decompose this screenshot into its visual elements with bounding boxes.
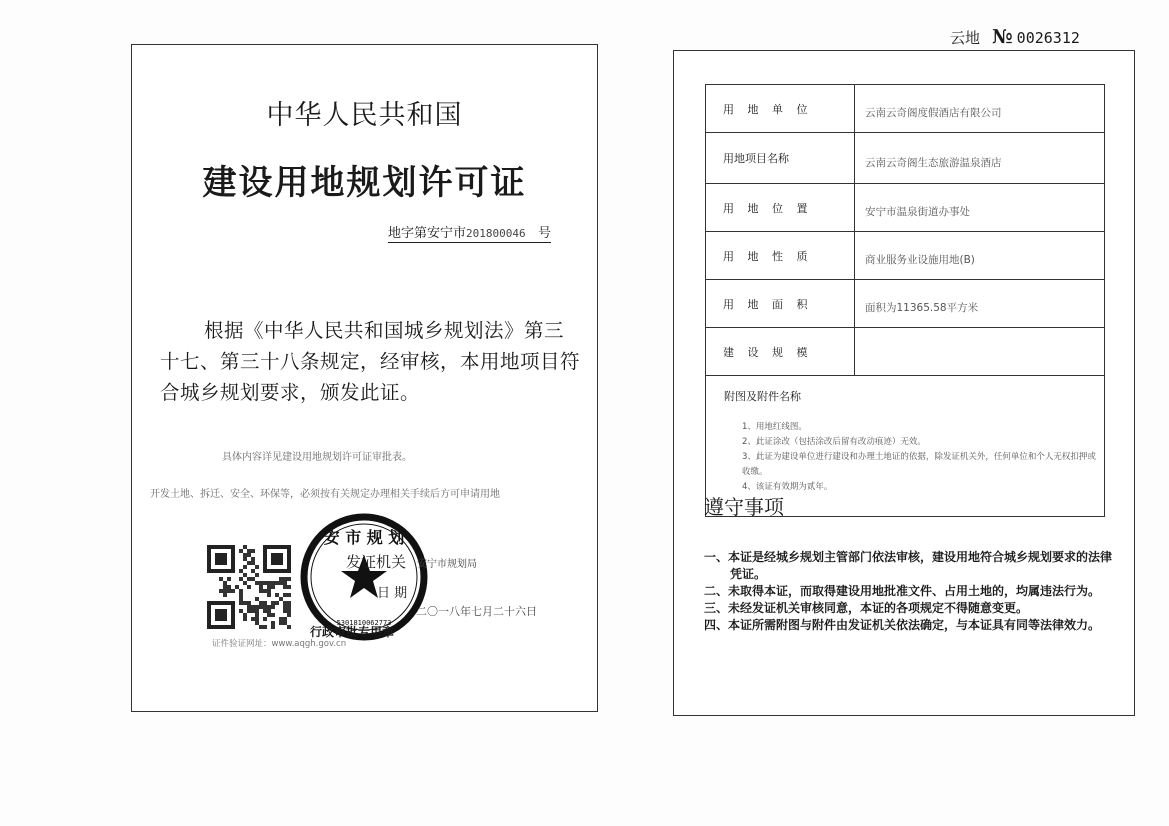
row-value: 云南云奇阁度假酒店有限公司: [855, 85, 1105, 133]
number-prefix: 地字第安宁市: [388, 226, 467, 241]
note-procedures: 开发土地、拆迁、安全、环保等，必须按有关规定办理相关手续后方可申请用地: [150, 489, 500, 500]
issuer-label: 发证机关: [346, 553, 407, 571]
verification-url: 证件验证网址：www.aqgh.gov.cn: [212, 639, 347, 649]
qr-code-icon: [207, 545, 291, 629]
table-row: [706, 328, 1105, 376]
number-value: 201800046: [466, 227, 526, 240]
list-item: 1、用地红线图。: [742, 422, 807, 432]
list-item: 四、本证所需附图与附件由发证机关依法确定，与本证具有同等法律效力。: [704, 618, 1101, 632]
attachments-title: 附图及附件名称: [724, 390, 801, 403]
svg-text:5301810062773: 5301810062773: [336, 619, 392, 627]
row-value: [855, 328, 1105, 376]
table-row: [706, 85, 1105, 133]
row-value: 商业服务业设施用地(B): [855, 232, 1105, 280]
rules-list: [704, 549, 1114, 634]
table-row: [706, 133, 1105, 184]
country-name: 中华人民共和国: [266, 100, 463, 131]
certificate-back-page: [673, 50, 1135, 716]
list-item: 二、未取得本证，而取得建设用地批准文件、占用土地的，均属违法行为。: [704, 584, 1101, 598]
list-item: 4、该证有效期为贰年。: [742, 482, 833, 492]
list-item: 2、此证涂改（包括涂改后留有改动痕迹）无效。: [742, 437, 926, 447]
serial-no-symbol: №: [992, 26, 1013, 48]
row-label: 用 地 单 位: [706, 85, 855, 133]
certificate-title: 建设用地规划许可证: [202, 163, 527, 203]
serial-value: 0026312: [1016, 29, 1080, 47]
row-value: 安宁市温泉街道办事处: [855, 184, 1105, 232]
certificate-front-page: [131, 44, 598, 712]
table-row: [706, 280, 1105, 328]
land-info-table: [705, 84, 1105, 517]
table-row: [706, 184, 1105, 232]
svg-text:安 市 规 划: 安 市 规 划: [323, 528, 405, 547]
list-item: 3、此证为建设单位进行建设和办理土地证的依据，除发证机关外，任何单位和个人无权扣押或收缴。: [742, 452, 1096, 477]
note-details: 具体内容详见建设用地规划许可证审批表。: [222, 452, 412, 463]
issue-date: 二〇一八年七月二十六日: [416, 605, 537, 618]
row-value: 云南云奇阁生态旅游温泉酒店: [855, 133, 1105, 184]
list-item: 一、本证是经城乡规划主管部门依法审核，建设用地符合城乡规划要求的法律凭证。: [704, 550, 1113, 581]
list-item: 三、未经发证机关审核同意，本证的各项规定不得随意变更。: [704, 601, 1029, 615]
row-label: 建 设 规 模: [706, 328, 855, 376]
certificate-number: [388, 222, 551, 243]
rules-title: 遵守事项: [704, 495, 784, 519]
table-row: [706, 232, 1105, 280]
official-seal-icon: [300, 513, 428, 641]
seal-caption: 行政审批专用章: [310, 625, 395, 639]
row-label: 用 地 位 置: [706, 184, 855, 232]
serial-number: [950, 26, 1080, 48]
row-label: 用地项目名称: [706, 133, 855, 184]
number-suffix: 号: [538, 226, 552, 241]
row-value: 面积为11365.58平方米: [855, 280, 1105, 328]
attachments-list: [724, 420, 1104, 495]
date-label: 日 期: [377, 586, 408, 601]
serial-prefix: 云地: [950, 29, 981, 47]
row-label: 用 地 性 质: [706, 232, 855, 280]
row-label: 用 地 面 积: [706, 280, 855, 328]
certificate-body-text: 根据《中华人民共和国城乡规划法》第三十七、第三十八条规定，经审核，本用地项目符合城乡规划要求，颁发此证。: [160, 319, 581, 404]
issuer-name: 安宁市规划局: [417, 559, 477, 570]
